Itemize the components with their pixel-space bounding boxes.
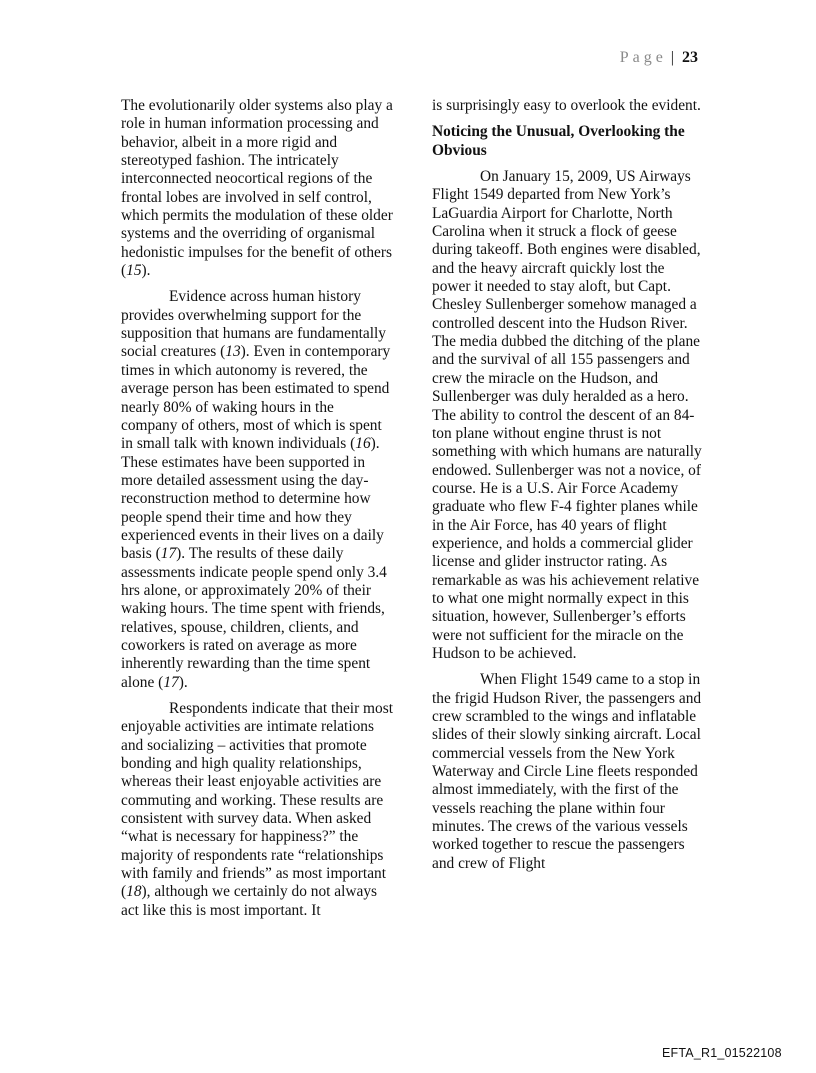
right-column [432,97,704,881]
paragraph: Respondents indicate that their most enjoyable activities are intimate relations and socializing – activities that promote bonding and high quality relationships, whereas their least enjoyable activities are commuting and working. These results are consistent with survey data. When asked “what is necessary for happiness?” the majority of respondents rate “relationships with family and friends” as most important (18), although we certainly do not always act like this is most important. It [121,700,393,919]
document-id: EFTA_R1_01522108 [662,1046,782,1060]
page-number: 23 [682,49,698,66]
paragraph: On January 15, 2009, US Airways Flight 1549 departed from New York’s LaGuardia Airport for Charlotte, North Carolina when it struck a flock of geese during takeoff. Both engines were disabled, and the heavy aircraft quickly lost the power it needed to stay aloft, but Capt. Chesley Sullenberger somehow managed a controlled descent into the Hudson River. The media dubbed the ditching of the plane and the survival of all 155 passengers and crew the miracle on the Hudson, and Sullenberger was duly heralded as a hero. The ability to control the descent of an 84-ton plane without engine thrust is not something with which humans are naturally endowed. Sullenberger was not a novice, of course. He is a U.S. Air Force Academy graduate who flew F-4 fighter planes while in the Air Force, has 40 years of flight experience, and holds a commercial glider license and glider instructor rating. As remarkable as was his achievement relative to what one might normally expect in this situation, however, Sullenberger’s efforts were not sufficient for the miracle on the Hudson to be achieved. [432,168,702,662]
paragraph: Evidence across human history provides overwhelming support for the supposition that humans are fundamentally social creatures (13). Even in contemporary times in which autonomy is revered, the average person has been estimated to spend nearly 80% of waking hours in the company of others, most of which is spent in small talk with known individuals (16). These estimates have been supported in more detailed assessment using the day-reconstruction method to determine how people spend their time and how they experienced events in their lives on a daily basis (17). The results of these daily assessments indicate people spend only 3.4 hrs alone, or approximately 20% of their waking hours. The time spent with friends, relatives, spouse, children, clients, and coworkers is rated on average as more inherently rewarding than the time spent alone (17). [121,288,391,691]
paragraph: The evolutionarily older systems also play a role in human information processing and behavior, albeit in a more rigid and stereotyped fashion. The intricately interconnected neocortical regions of the frontal lobes are involved in self control, which permits the modulation of these older systems and the overriding of organismal hedonistic impulses for the benefit of others (15). [121,97,393,280]
page-header [620,48,698,68]
citation-number: 17 [160,545,177,563]
page-separator: | [670,49,674,66]
citation-number: 15 [126,262,142,280]
paragraph: When Flight 1549 came to a stop in the frigid Hudson River, the passengers and crew scrambled to the wings and inflatable slides of their slowly sinking aircraft. Local commercial vessels from the New York Waterway and Circle Line fleets responded almost immediately, with the first of the vessels reaching the plane within four minutes. The crews of the various vessels worked together to rescue the passengers and crew of Flight [432,671,702,872]
page-label: Page [619,49,667,66]
section-heading: Noticing the Unusual, Overlooking the Obvious [432,123,685,159]
citation-number: 17 [163,673,179,691]
citation-number: 13 [225,343,241,361]
left-column [121,97,393,928]
citation-number: 16 [355,435,371,453]
lead-paragraph: is surprisingly easy to overlook the evident. [432,97,701,114]
citation-number: 18 [126,883,142,901]
